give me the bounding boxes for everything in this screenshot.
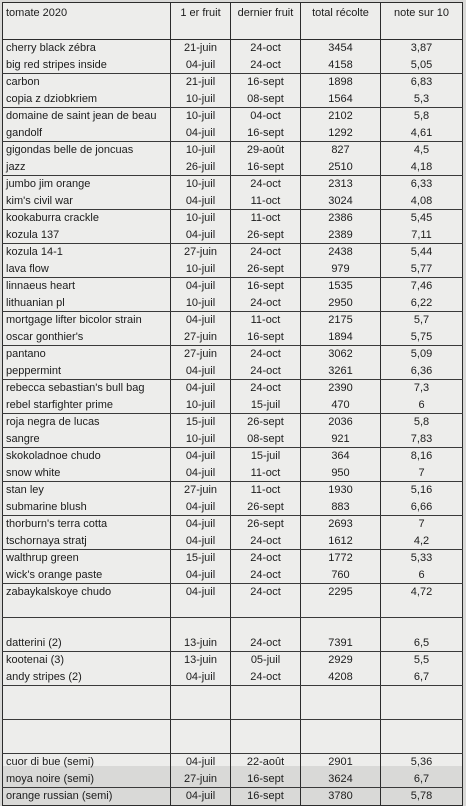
table-row <box>3 414 463 431</box>
total-harvest-cell[interactable]: 4158 <box>301 57 381 74</box>
table-row <box>3 346 463 363</box>
header-last-fruit[interactable]: dernier fruit <box>231 3 301 40</box>
score-cell[interactable]: 5,7 <box>381 312 463 329</box>
header-first-fruit[interactable]: 1 er fruit <box>171 3 231 40</box>
total-harvest-cell[interactable]: 2389 <box>301 227 381 244</box>
variety-cell[interactable]: carbon <box>3 74 171 91</box>
total-harvest-cell[interactable]: 1292 <box>301 125 381 142</box>
score-cell[interactable] <box>381 686 463 703</box>
first-fruit-cell[interactable]: 21-juin <box>171 40 231 57</box>
total-harvest-cell[interactable]: 3780 <box>301 788 381 806</box>
variety-cell[interactable]: kozula 14-1 <box>3 244 171 261</box>
first-fruit-cell[interactable]: 27-juin <box>171 482 231 499</box>
last-fruit-cell[interactable]: 24-oct <box>231 584 301 601</box>
first-fruit-cell[interactable]: 10-juil <box>171 431 231 448</box>
last-fruit-cell[interactable]: 24-oct <box>231 669 301 686</box>
variety-cell[interactable]: mortgage lifter bicolor strain <box>3 312 171 329</box>
score-cell[interactable]: 6,7 <box>381 771 463 788</box>
last-fruit-cell[interactable]: 24-oct <box>231 567 301 584</box>
last-fruit-cell[interactable]: 11-oct <box>231 193 301 210</box>
variety-cell[interactable]: jumbo jim orange <box>3 176 171 193</box>
last-fruit-cell[interactable]: 24-oct <box>231 363 301 380</box>
first-fruit-cell[interactable]: 04-juil <box>171 312 231 329</box>
first-fruit-cell[interactable]: 04-juil <box>171 57 231 74</box>
last-fruit-cell[interactable]: 24-oct <box>231 533 301 550</box>
last-fruit-cell[interactable]: 24-oct <box>231 176 301 193</box>
variety-cell[interactable]: rebecca sebastian's bull bag <box>3 380 171 397</box>
total-harvest-cell[interactable]: 2295 <box>301 584 381 601</box>
variety-cell[interactable]: tschornaya stratj <box>3 533 171 550</box>
last-fruit-cell[interactable]: 24-oct <box>231 550 301 567</box>
last-fruit-cell[interactable]: 24-oct <box>231 295 301 312</box>
table-row <box>3 720 463 737</box>
last-fruit-cell[interactable]: 16-sept <box>231 788 301 806</box>
last-fruit-cell[interactable] <box>231 703 301 720</box>
first-fruit-cell[interactable] <box>171 601 231 618</box>
total-harvest-cell[interactable]: 3024 <box>301 193 381 210</box>
table-row <box>3 295 463 312</box>
score-cell[interactable]: 6,36 <box>381 363 463 380</box>
first-fruit-cell[interactable]: 04-juil <box>171 193 231 210</box>
total-harvest-cell[interactable]: 1930 <box>301 482 381 499</box>
table-row <box>3 669 463 686</box>
last-fruit-cell[interactable] <box>231 686 301 703</box>
total-harvest-cell[interactable]: 2036 <box>301 414 381 431</box>
total-harvest-cell[interactable]: 950 <box>301 465 381 482</box>
variety-cell[interactable]: domaine de saint jean de beau <box>3 108 171 125</box>
variety-cell[interactable]: linnaeus heart <box>3 278 171 295</box>
table-row <box>3 40 463 57</box>
first-fruit-cell[interactable] <box>171 686 231 703</box>
last-fruit-cell[interactable]: 16-sept <box>231 159 301 176</box>
first-fruit-cell[interactable]: 04-juil <box>171 533 231 550</box>
first-fruit-cell[interactable]: 27-juin <box>171 346 231 363</box>
last-fruit-cell[interactable]: 11-oct <box>231 482 301 499</box>
table-row <box>3 74 463 91</box>
total-harvest-cell[interactable]: 2510 <box>301 159 381 176</box>
variety-cell[interactable] <box>3 686 171 703</box>
first-fruit-cell[interactable] <box>171 720 231 737</box>
score-cell[interactable]: 7,11 <box>381 227 463 244</box>
score-cell[interactable]: 6,7 <box>381 669 463 686</box>
total-harvest-cell[interactable]: 2929 <box>301 652 381 669</box>
first-fruit-cell[interactable]: 13-juin <box>171 635 231 652</box>
variety-cell[interactable]: kookaburra crackle <box>3 210 171 227</box>
first-fruit-cell[interactable]: 04-juil <box>171 567 231 584</box>
total-harvest-cell[interactable]: 883 <box>301 499 381 516</box>
score-cell[interactable]: 3,87 <box>381 40 463 57</box>
variety-cell[interactable]: cuor di bue (semi) <box>3 754 171 771</box>
first-fruit-cell[interactable]: 10-juil <box>171 91 231 108</box>
first-fruit-cell[interactable] <box>171 618 231 635</box>
last-fruit-cell[interactable]: 24-oct <box>231 380 301 397</box>
score-cell[interactable] <box>381 720 463 737</box>
score-cell[interactable]: 5,5 <box>381 652 463 669</box>
first-fruit-cell[interactable] <box>171 737 231 754</box>
last-fruit-cell[interactable]: 11-oct <box>231 210 301 227</box>
table-row <box>3 771 463 788</box>
last-fruit-cell[interactable]: 15-juil <box>231 448 301 465</box>
variety-cell[interactable]: gandolf <box>3 125 171 142</box>
last-fruit-cell[interactable] <box>231 720 301 737</box>
total-harvest-cell[interactable]: 827 <box>301 142 381 159</box>
header-total-harvest[interactable]: total récolte <box>301 3 381 40</box>
total-harvest-cell[interactable]: 921 <box>301 431 381 448</box>
total-harvest-cell[interactable]: 3454 <box>301 40 381 57</box>
first-fruit-cell[interactable]: 21-juil <box>171 74 231 91</box>
total-harvest-cell[interactable]: 3062 <box>301 346 381 363</box>
score-cell[interactable]: 7,3 <box>381 380 463 397</box>
last-fruit-cell[interactable]: 16-sept <box>231 329 301 346</box>
variety-cell[interactable] <box>3 703 171 720</box>
total-harvest-cell[interactable]: 1772 <box>301 550 381 567</box>
variety-cell[interactable]: lithuanian pl <box>3 295 171 312</box>
table-row <box>3 499 463 516</box>
score-cell[interactable]: 5,3 <box>381 91 463 108</box>
first-fruit-cell[interactable]: 10-juil <box>171 176 231 193</box>
table-row <box>3 465 463 482</box>
first-fruit-cell[interactable]: 04-juil <box>171 125 231 142</box>
first-fruit-cell[interactable]: 27-juin <box>171 329 231 346</box>
score-cell[interactable]: 5,45 <box>381 210 463 227</box>
total-harvest-cell[interactable]: 3261 <box>301 363 381 380</box>
total-harvest-cell[interactable]: 2438 <box>301 244 381 261</box>
first-fruit-cell[interactable]: 10-juil <box>171 295 231 312</box>
harvest-table <box>2 2 463 806</box>
total-harvest-cell[interactable]: 4208 <box>301 669 381 686</box>
table-row <box>3 397 463 414</box>
table-row <box>3 550 463 567</box>
score-cell[interactable] <box>381 703 463 720</box>
score-cell[interactable]: 7 <box>381 516 463 533</box>
variety-cell[interactable]: pantano <box>3 346 171 363</box>
variety-cell[interactable]: walthrup green <box>3 550 171 567</box>
last-fruit-cell[interactable]: 26-sept <box>231 414 301 431</box>
table-row <box>3 227 463 244</box>
header-row <box>3 3 463 40</box>
score-cell[interactable]: 5,33 <box>381 550 463 567</box>
total-harvest-cell[interactable]: 470 <box>301 397 381 414</box>
total-harvest-cell[interactable]: 2313 <box>301 176 381 193</box>
first-fruit-cell[interactable]: 27-juin <box>171 771 231 788</box>
last-fruit-cell[interactable]: 24-oct <box>231 57 301 74</box>
first-fruit-cell[interactable]: 10-juil <box>171 261 231 278</box>
last-fruit-cell[interactable]: 16-sept <box>231 278 301 295</box>
total-harvest-cell[interactable]: 1894 <box>301 329 381 346</box>
table-row <box>3 91 463 108</box>
first-fruit-cell[interactable]: 27-juin <box>171 244 231 261</box>
table-row <box>3 159 463 176</box>
score-cell[interactable]: 4,2 <box>381 533 463 550</box>
total-harvest-cell[interactable]: 1898 <box>301 74 381 91</box>
variety-cell[interactable]: kozula 137 <box>3 227 171 244</box>
table-row <box>3 125 463 142</box>
variety-cell[interactable]: lava flow <box>3 261 171 278</box>
last-fruit-cell[interactable]: 16-sept <box>231 125 301 142</box>
variety-cell[interactable]: roja negra de lucas <box>3 414 171 431</box>
table-row <box>3 142 463 159</box>
last-fruit-cell[interactable]: 29-août <box>231 142 301 159</box>
total-harvest-cell[interactable] <box>301 601 381 618</box>
first-fruit-cell[interactable]: 10-juil <box>171 210 231 227</box>
last-fruit-cell[interactable]: 24-oct <box>231 40 301 57</box>
table-row <box>3 601 463 618</box>
table-row <box>3 261 463 278</box>
total-harvest-cell[interactable]: 2901 <box>301 754 381 771</box>
score-cell[interactable]: 7 <box>381 465 463 482</box>
total-harvest-cell[interactable] <box>301 703 381 720</box>
score-cell[interactable]: 4,72 <box>381 584 463 601</box>
score-cell[interactable]: 5,78 <box>381 788 463 806</box>
last-fruit-cell[interactable]: 08-sept <box>231 91 301 108</box>
total-harvest-cell[interactable] <box>301 686 381 703</box>
total-harvest-cell[interactable]: 1564 <box>301 91 381 108</box>
first-fruit-cell[interactable]: 04-juil <box>171 363 231 380</box>
score-cell[interactable]: 6,5 <box>381 635 463 652</box>
last-fruit-cell[interactable]: 16-sept <box>231 771 301 788</box>
variety-cell[interactable]: peppermint <box>3 363 171 380</box>
table-row <box>3 363 463 380</box>
table-row <box>3 686 463 703</box>
total-harvest-cell[interactable]: 1535 <box>301 278 381 295</box>
score-cell[interactable]: 4,18 <box>381 159 463 176</box>
score-cell[interactable]: 6 <box>381 567 463 584</box>
variety-cell[interactable] <box>3 737 171 754</box>
last-fruit-cell[interactable]: 26-sept <box>231 499 301 516</box>
last-fruit-cell[interactable]: 24-oct <box>231 346 301 363</box>
score-cell[interactable]: 6,66 <box>381 499 463 516</box>
score-cell[interactable]: 5,44 <box>381 244 463 261</box>
total-harvest-cell[interactable]: 2390 <box>301 380 381 397</box>
first-fruit-cell[interactable]: 26-juil <box>171 159 231 176</box>
table-row <box>3 57 463 74</box>
header-name[interactable]: tomate 2020 <box>3 3 171 40</box>
last-fruit-cell[interactable]: 24-oct <box>231 635 301 652</box>
score-cell[interactable]: 6,83 <box>381 74 463 91</box>
variety-cell[interactable]: submarine blush <box>3 499 171 516</box>
variety-cell[interactable]: zabaykalskoye chudo <box>3 584 171 601</box>
variety-cell[interactable]: orange russian (semi) <box>3 788 171 806</box>
first-fruit-cell[interactable]: 04-juil <box>171 788 231 806</box>
score-cell[interactable] <box>381 618 463 635</box>
total-harvest-cell[interactable]: 1612 <box>301 533 381 550</box>
table-row <box>3 244 463 261</box>
last-fruit-cell[interactable]: 16-sept <box>231 74 301 91</box>
variety-cell[interactable]: skokoladnoe chudo <box>3 448 171 465</box>
score-cell[interactable]: 5,77 <box>381 261 463 278</box>
score-cell[interactable] <box>381 601 463 618</box>
table-row <box>3 533 463 550</box>
score-cell[interactable]: 5,05 <box>381 57 463 74</box>
score-cell[interactable]: 7,83 <box>381 431 463 448</box>
score-cell[interactable]: 6 <box>381 397 463 414</box>
first-fruit-cell[interactable]: 04-juil <box>171 584 231 601</box>
first-fruit-cell[interactable]: 04-juil <box>171 516 231 533</box>
first-fruit-cell[interactable]: 13-juin <box>171 652 231 669</box>
first-fruit-cell[interactable]: 04-juil <box>171 278 231 295</box>
first-fruit-cell[interactable]: 04-juil <box>171 448 231 465</box>
last-fruit-cell[interactable]: 22-août <box>231 754 301 771</box>
first-fruit-cell[interactable]: 04-juil <box>171 499 231 516</box>
last-fruit-cell[interactable] <box>231 601 301 618</box>
table-row <box>3 788 463 806</box>
variety-cell[interactable]: cherry black zébra <box>3 40 171 57</box>
first-fruit-cell[interactable]: 04-juil <box>171 227 231 244</box>
table-row <box>3 278 463 295</box>
variety-cell[interactable]: sangre <box>3 431 171 448</box>
last-fruit-cell[interactable]: 15-juil <box>231 397 301 414</box>
total-harvest-cell[interactable]: 364 <box>301 448 381 465</box>
variety-cell[interactable] <box>3 618 171 635</box>
total-harvest-cell[interactable] <box>301 618 381 635</box>
last-fruit-cell[interactable]: 26-sept <box>231 516 301 533</box>
table-row <box>3 652 463 669</box>
score-cell[interactable]: 4,08 <box>381 193 463 210</box>
score-cell[interactable]: 7,46 <box>381 278 463 295</box>
total-harvest-cell[interactable]: 2386 <box>301 210 381 227</box>
table-row <box>3 737 463 754</box>
table-row <box>3 635 463 652</box>
variety-cell[interactable]: stan ley <box>3 482 171 499</box>
total-harvest-cell[interactable]: 2950 <box>301 295 381 312</box>
last-fruit-cell[interactable]: 11-oct <box>231 465 301 482</box>
first-fruit-cell[interactable]: 10-juil <box>171 142 231 159</box>
variety-cell[interactable]: thorburn's terra cotta <box>3 516 171 533</box>
table-row <box>3 448 463 465</box>
score-cell[interactable]: 4,61 <box>381 125 463 142</box>
total-harvest-cell[interactable] <box>301 720 381 737</box>
table-row <box>3 584 463 601</box>
score-cell[interactable]: 5,09 <box>381 346 463 363</box>
variety-cell[interactable] <box>3 720 171 737</box>
variety-cell[interactable]: moya noire (semi) <box>3 771 171 788</box>
score-cell[interactable]: 6,22 <box>381 295 463 312</box>
score-cell[interactable]: 5,75 <box>381 329 463 346</box>
last-fruit-cell[interactable] <box>231 737 301 754</box>
table-row <box>3 210 463 227</box>
variety-cell[interactable]: andy stripes (2) <box>3 669 171 686</box>
table-row <box>3 329 463 346</box>
score-cell[interactable] <box>381 737 463 754</box>
last-fruit-cell[interactable]: 04-oct <box>231 108 301 125</box>
table-row <box>3 380 463 397</box>
variety-cell[interactable]: rebel starfighter prime <box>3 397 171 414</box>
variety-cell[interactable]: kootenai (3) <box>3 652 171 669</box>
table-row <box>3 567 463 584</box>
score-cell[interactable]: 5,8 <box>381 108 463 125</box>
table-row <box>3 176 463 193</box>
table-row <box>3 108 463 125</box>
variety-cell[interactable]: oscar gonthier's <box>3 329 171 346</box>
variety-cell[interactable] <box>3 601 171 618</box>
score-cell[interactable]: 5,16 <box>381 482 463 499</box>
last-fruit-cell[interactable]: 24-oct <box>231 244 301 261</box>
table-row <box>3 312 463 329</box>
last-fruit-cell[interactable]: 11-oct <box>231 312 301 329</box>
first-fruit-cell[interactable]: 04-juil <box>171 669 231 686</box>
variety-cell[interactable]: snow white <box>3 465 171 482</box>
first-fruit-cell[interactable]: 04-juil <box>171 754 231 771</box>
variety-cell[interactable]: big red stripes inside <box>3 57 171 74</box>
score-cell[interactable]: 4,5 <box>381 142 463 159</box>
total-harvest-cell[interactable]: 760 <box>301 567 381 584</box>
score-cell[interactable]: 8,16 <box>381 448 463 465</box>
last-fruit-cell[interactable]: 26-sept <box>231 227 301 244</box>
total-harvest-cell[interactable]: 3624 <box>301 771 381 788</box>
score-cell[interactable]: 6,33 <box>381 176 463 193</box>
first-fruit-cell[interactable]: 10-juil <box>171 108 231 125</box>
score-cell[interactable]: 5,8 <box>381 414 463 431</box>
header-score[interactable]: note sur 10 <box>381 3 463 40</box>
first-fruit-cell[interactable] <box>171 703 231 720</box>
variety-cell[interactable]: gigondas belle de joncuas <box>3 142 171 159</box>
first-fruit-cell[interactable]: 15-juil <box>171 414 231 431</box>
score-cell[interactable]: 5,36 <box>381 754 463 771</box>
total-harvest-cell[interactable]: 7391 <box>301 635 381 652</box>
total-harvest-cell[interactable] <box>301 737 381 754</box>
last-fruit-cell[interactable]: 08-sept <box>231 431 301 448</box>
variety-cell[interactable]: copia z dziobkriem <box>3 91 171 108</box>
total-harvest-cell[interactable]: 979 <box>301 261 381 278</box>
table-row <box>3 618 463 635</box>
total-harvest-cell[interactable]: 2693 <box>301 516 381 533</box>
table-row <box>3 482 463 499</box>
last-fruit-cell[interactable]: 05-juil <box>231 652 301 669</box>
table-row <box>3 431 463 448</box>
total-harvest-cell[interactable]: 2102 <box>301 108 381 125</box>
first-fruit-cell[interactable]: 10-juil <box>171 397 231 414</box>
table-row <box>3 193 463 210</box>
total-harvest-cell[interactable]: 2175 <box>301 312 381 329</box>
last-fruit-cell[interactable] <box>231 618 301 635</box>
first-fruit-cell[interactable]: 15-juil <box>171 550 231 567</box>
variety-cell[interactable]: jazz <box>3 159 171 176</box>
first-fruit-cell[interactable]: 04-juil <box>171 380 231 397</box>
variety-cell[interactable]: kim's civil war <box>3 193 171 210</box>
variety-cell[interactable]: datterini (2) <box>3 635 171 652</box>
last-fruit-cell[interactable]: 26-sept <box>231 261 301 278</box>
table-row <box>3 703 463 720</box>
table-row <box>3 516 463 533</box>
variety-cell[interactable]: wick's orange paste <box>3 567 171 584</box>
spreadsheet-sheet <box>2 2 462 803</box>
table-body <box>3 3 463 806</box>
first-fruit-cell[interactable]: 04-juil <box>171 465 231 482</box>
